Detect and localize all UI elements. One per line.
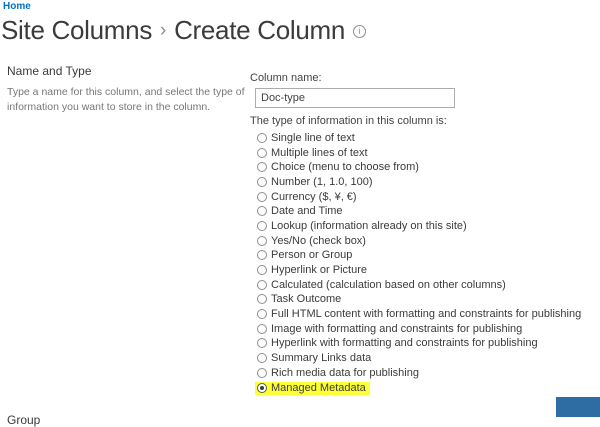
radio-option-label: Person or Group [271, 249, 353, 262]
type-options-list [255, 131, 595, 395]
radio-option-label: Summary Links data [271, 352, 372, 365]
type-option[interactable] [255, 307, 595, 322]
radio-option-label: Image with formatting and constraints for publishing [271, 322, 523, 335]
type-option-inner [255, 220, 471, 233]
section-heading-group: Group [7, 413, 41, 427]
page-title [1, 15, 366, 46]
type-option[interactable] [255, 190, 595, 205]
radio-option-label: Task Outcome [271, 293, 342, 306]
type-option-inner [255, 293, 345, 306]
type-option[interactable] [255, 249, 595, 264]
type-question-label: The type of information in this column is: [250, 115, 447, 127]
type-option-inner [255, 367, 423, 380]
column-name-label: Column name: [250, 72, 322, 84]
radio-button-icon[interactable] [257, 250, 267, 260]
type-option-inner [255, 249, 356, 262]
section-description-name-and-type: Type a name for this column, and select the type of information you want to store in the column. [7, 86, 245, 113]
radio-button-icon[interactable] [257, 162, 267, 172]
radio-button-icon[interactable] [257, 148, 267, 158]
radio-option-label: Hyperlink with formatting and constraints for publishing [271, 337, 538, 350]
type-option[interactable] [255, 219, 595, 234]
name-type-section-info [7, 64, 245, 114]
radio-option-label: Lookup (information already on this site) [271, 219, 467, 232]
type-option-inner [255, 279, 510, 292]
radio-button-icon[interactable] [257, 338, 267, 348]
breadcrumb-site-columns[interactable]: Site Columns [1, 15, 153, 45]
type-option-inner [255, 382, 370, 395]
radio-button-icon[interactable] [257, 309, 267, 319]
type-option[interactable] [255, 351, 595, 366]
type-option-inner [255, 337, 542, 350]
type-option-inner [255, 161, 423, 174]
radio-button-icon[interactable] [257, 294, 267, 304]
type-option-inner [255, 205, 347, 218]
radio-button-icon[interactable] [257, 236, 267, 246]
type-option[interactable] [255, 366, 595, 381]
radio-button-icon[interactable] [257, 368, 267, 378]
type-option[interactable] [255, 263, 595, 278]
radio-button-icon[interactable] [257, 280, 267, 290]
home-link[interactable]: Home [3, 1, 31, 12]
info-icon[interactable]: i [353, 25, 366, 38]
type-option-inner [255, 132, 359, 145]
type-option-inner [255, 264, 371, 277]
type-option[interactable] [255, 146, 595, 161]
radio-button-icon[interactable] [257, 221, 267, 231]
radio-button-icon[interactable] [257, 324, 267, 334]
page-title-create-column: Create Column [174, 15, 346, 45]
type-option[interactable] [255, 204, 595, 219]
radio-option-label: Calculated (calculation based on other columns) [271, 278, 506, 291]
type-option[interactable] [255, 131, 595, 146]
type-option[interactable] [255, 234, 595, 249]
radio-button-icon[interactable] [257, 192, 267, 202]
name-type-form-area [250, 72, 595, 395]
type-option[interactable] [255, 293, 595, 308]
type-option-inner [255, 352, 375, 365]
type-option-inner [255, 176, 377, 189]
type-option-inner [255, 308, 585, 321]
column-name-input[interactable] [255, 88, 455, 108]
section-heading-name-and-type: Name and Type [7, 64, 92, 78]
type-option[interactable] [255, 337, 595, 352]
radio-option-label: Currency ($, ¥, €) [271, 190, 357, 203]
radio-option-label: Choice (menu to choose from) [271, 161, 419, 174]
radio-button-icon[interactable] [257, 353, 267, 363]
type-option[interactable] [255, 381, 595, 396]
radio-button-icon[interactable] [257, 206, 267, 216]
radio-option-label: Full HTML content with formatting and constraints for publishing [271, 308, 582, 321]
radio-button-icon[interactable] [257, 265, 267, 275]
type-option-inner [255, 191, 361, 204]
type-option[interactable] [255, 278, 595, 293]
radio-option-label: Date and Time [271, 205, 343, 218]
radio-button-icon[interactable] [257, 133, 267, 143]
type-option-inner [255, 323, 526, 336]
radio-option-label: Rich media data for publishing [271, 366, 419, 379]
type-option-inner [255, 147, 372, 160]
radio-button-icon[interactable] [257, 177, 267, 187]
cropped-blue-element [556, 397, 600, 417]
radio-button-icon[interactable] [257, 383, 267, 393]
type-option-inner [255, 235, 370, 248]
type-option[interactable] [255, 322, 595, 337]
radio-option-label: Yes/No (check box) [271, 234, 366, 247]
breadcrumb-arrow-icon: › [160, 20, 167, 41]
radio-option-label: Single line of text [271, 131, 355, 144]
radio-option-label: Hyperlink or Picture [271, 264, 367, 277]
radio-option-label: Multiple lines of text [271, 146, 368, 159]
type-option[interactable] [255, 160, 595, 175]
radio-option-label: Number (1, 1.0, 100) [271, 175, 373, 188]
radio-option-label: Managed Metadata [271, 381, 366, 394]
type-option[interactable] [255, 175, 595, 190]
